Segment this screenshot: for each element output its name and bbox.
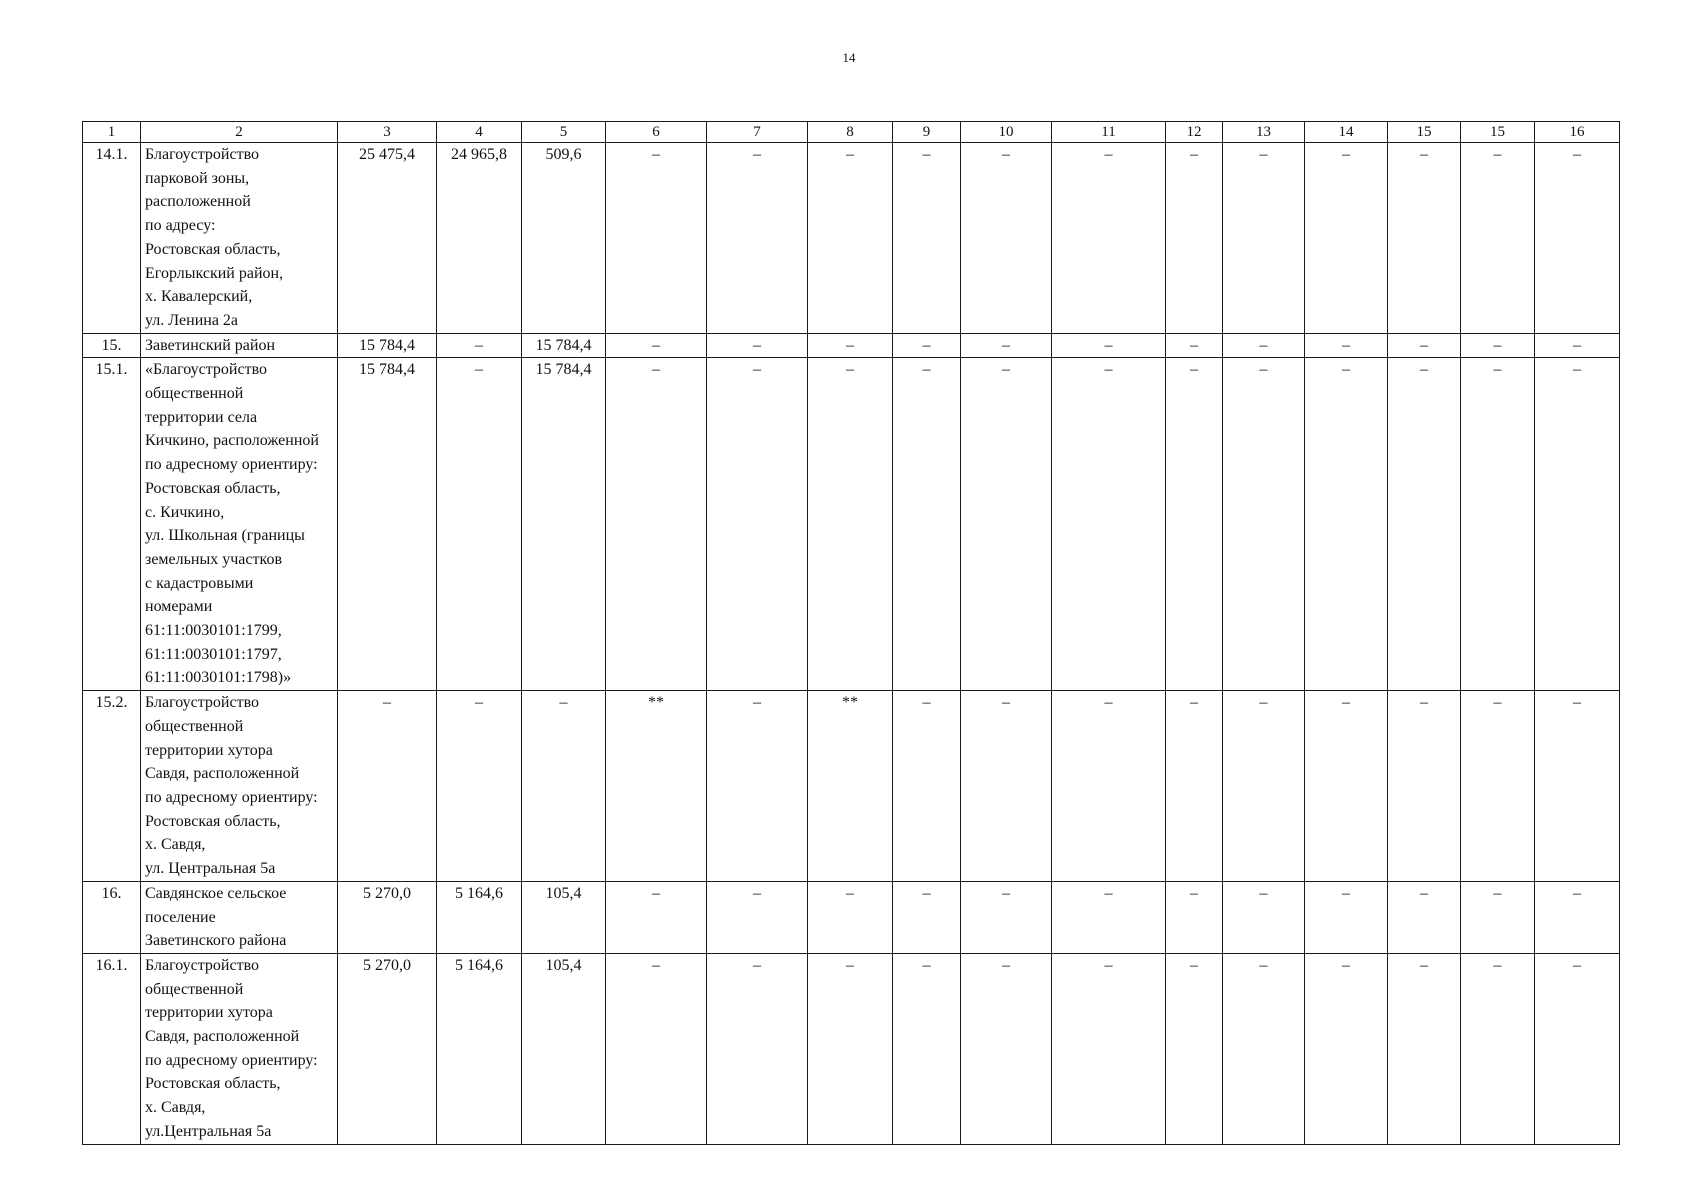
table-row (83, 881, 1620, 953)
header-cell: 8 (808, 122, 893, 143)
row-name: Благоустройство общественной территории хутора Савдя, расположенной по адресному ориентиру: Ростовская область, х. Савдя, ул.Центральная 5а (141, 953, 338, 1144)
header-cell: 13 (1223, 122, 1305, 143)
value-cell: – (1052, 953, 1166, 1144)
value-cell: 5 270,0 (338, 881, 437, 953)
table-row (83, 953, 1620, 1144)
value-cell: 25 475,4 (338, 143, 437, 334)
value-cell: – (1388, 333, 1461, 358)
value-cell: – (1461, 691, 1535, 882)
value-cell: – (1223, 953, 1305, 1144)
value-cell: 15 784,4 (338, 358, 437, 691)
value-cell: – (437, 691, 522, 882)
value-cell: – (1223, 333, 1305, 358)
value-cell: – (1305, 333, 1388, 358)
row-number: 16.1. (83, 953, 141, 1144)
value-cell: 24 965,8 (437, 143, 522, 334)
value-cell: – (1166, 691, 1223, 882)
value-cell: – (1535, 691, 1620, 882)
table-row (83, 333, 1620, 358)
value-cell: – (893, 881, 961, 953)
value-cell: – (1535, 143, 1620, 334)
value-cell: – (1223, 358, 1305, 691)
value-cell: – (1461, 881, 1535, 953)
value-cell: – (1223, 691, 1305, 882)
value-cell: – (707, 333, 808, 358)
value-cell: – (1052, 881, 1166, 953)
value-cell: – (707, 881, 808, 953)
value-cell: – (338, 691, 437, 882)
header-cell: 16 (1535, 122, 1620, 143)
value-cell: – (1388, 143, 1461, 334)
value-cell: – (707, 358, 808, 691)
row-number: 16. (83, 881, 141, 953)
value-cell: – (1305, 691, 1388, 882)
page-number: 14 (842, 50, 856, 65)
value-cell: – (1535, 358, 1620, 691)
value-cell: – (1461, 333, 1535, 358)
value-cell: 105,4 (522, 881, 606, 953)
header-cell: 6 (606, 122, 707, 143)
value-cell: – (1305, 953, 1388, 1144)
value-cell: – (893, 333, 961, 358)
value-cell: – (1052, 358, 1166, 691)
value-cell: ** (808, 691, 893, 882)
value-cell: – (1461, 358, 1535, 691)
value-cell: – (707, 691, 808, 882)
value-cell: – (1305, 881, 1388, 953)
value-cell: – (893, 358, 961, 691)
value-cell: – (1305, 358, 1388, 691)
header-cell: 2 (141, 122, 338, 143)
header-cell: 7 (707, 122, 808, 143)
row-number: 15.1. (83, 358, 141, 691)
row-name: Заветинский район (141, 333, 338, 358)
budget-table (82, 121, 1620, 1145)
value-cell: – (606, 881, 707, 953)
value-cell: – (707, 143, 808, 334)
value-cell: – (606, 953, 707, 1144)
value-cell: – (808, 333, 893, 358)
value-cell: – (1535, 881, 1620, 953)
value-cell: 15 784,4 (522, 333, 606, 358)
header-cell: 15 (1461, 122, 1535, 143)
value-cell: – (961, 691, 1052, 882)
row-number: 15. (83, 333, 141, 358)
value-cell: – (1388, 358, 1461, 691)
header-cell: 4 (437, 122, 522, 143)
value-cell: – (606, 333, 707, 358)
value-cell: 15 784,4 (338, 333, 437, 358)
table-row (83, 691, 1620, 882)
value-cell: – (808, 881, 893, 953)
value-cell: – (437, 333, 522, 358)
row-number: 14.1. (83, 143, 141, 334)
value-cell: 5 164,6 (437, 953, 522, 1144)
value-cell: – (1166, 358, 1223, 691)
value-cell: – (1052, 333, 1166, 358)
row-name: Савдянское сельское поселение Заветинского района (141, 881, 338, 953)
header-cell: 1 (83, 122, 141, 143)
row-number: 15.2. (83, 691, 141, 882)
value-cell: – (437, 358, 522, 691)
value-cell: – (1166, 333, 1223, 358)
value-cell: – (1461, 953, 1535, 1144)
value-cell: – (1535, 953, 1620, 1144)
value-cell: – (808, 143, 893, 334)
header-cell: 12 (1166, 122, 1223, 143)
value-cell: ** (606, 691, 707, 882)
row-name: Благоустройство общественной территории хутора Савдя, расположенной по адресному ориентиру: Ростовская область, х. Савдя, ул. Центральная 5а (141, 691, 338, 882)
header-cell: 14 (1305, 122, 1388, 143)
value-cell: – (961, 881, 1052, 953)
value-cell: – (1052, 143, 1166, 334)
value-cell: 509,6 (522, 143, 606, 334)
value-cell: – (1052, 691, 1166, 882)
value-cell: – (961, 143, 1052, 334)
value-cell: – (961, 358, 1052, 691)
header-row (83, 122, 1620, 143)
value-cell: – (961, 953, 1052, 1144)
header-cell: 3 (338, 122, 437, 143)
table-row (83, 358, 1620, 691)
value-cell: – (893, 691, 961, 882)
header-cell: 15 (1388, 122, 1461, 143)
value-cell: – (808, 953, 893, 1144)
value-cell: – (1223, 143, 1305, 334)
header-cell: 10 (961, 122, 1052, 143)
value-cell: – (961, 333, 1052, 358)
value-cell: – (606, 143, 707, 334)
value-cell: – (1223, 881, 1305, 953)
value-cell: – (1388, 881, 1461, 953)
value-cell: 5 270,0 (338, 953, 437, 1144)
value-cell: 5 164,6 (437, 881, 522, 953)
value-cell: – (808, 358, 893, 691)
header-cell: 11 (1052, 122, 1166, 143)
value-cell: – (1166, 881, 1223, 953)
value-cell: – (893, 143, 961, 334)
value-cell: – (707, 953, 808, 1144)
value-cell: – (1461, 143, 1535, 334)
header-cell: 5 (522, 122, 606, 143)
row-name: «Благоустройство общественной территории села Кичкино, расположенной по адресному ориентиру: Ростовская область, с. Кичкино, ул. Школьная (границы земельных участков с кадастровыми номерами 61:11:0030101:1799, 61:11:0030101:1797, 61:11:0030101:1798)» (141, 358, 338, 691)
row-name: Благоустройство парковой зоны, расположенной по адресу: Ростовская область, Егорлыкский район, х. Кавалерский, ул. Ленина 2а (141, 143, 338, 334)
value-cell: – (1535, 333, 1620, 358)
value-cell: – (1166, 953, 1223, 1144)
value-cell: – (1305, 143, 1388, 334)
value-cell: – (1388, 691, 1461, 882)
table-row (83, 143, 1620, 334)
value-cell: – (1388, 953, 1461, 1144)
value-cell: – (606, 358, 707, 691)
value-cell: – (522, 691, 606, 882)
value-cell: 15 784,4 (522, 358, 606, 691)
value-cell: 105,4 (522, 953, 606, 1144)
header-cell: 9 (893, 122, 961, 143)
value-cell: – (893, 953, 961, 1144)
value-cell: – (1166, 143, 1223, 334)
